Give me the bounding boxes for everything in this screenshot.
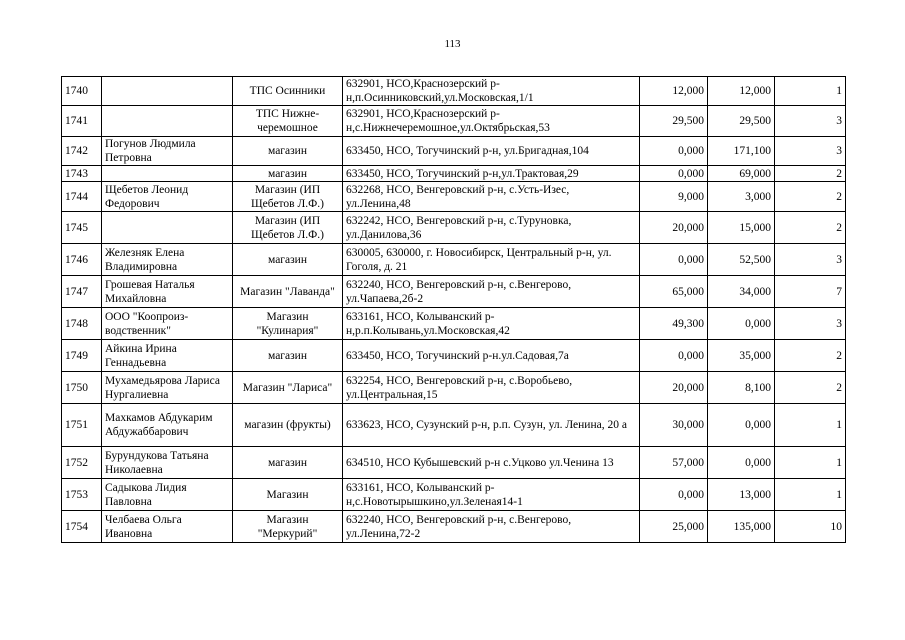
value-b: 35,000 bbox=[708, 340, 775, 372]
value-b: 12,000 bbox=[708, 77, 775, 106]
value-b: 0,000 bbox=[708, 308, 775, 340]
value-b: 15,000 bbox=[708, 212, 775, 244]
owner-name: Бурундукова Татьяна Николаевна bbox=[102, 447, 233, 479]
address: 632240, НСО, Венгеровский р-н, с.Венгерово, ул.Чапаева,2б-2 bbox=[343, 276, 640, 308]
row-number: 1745 bbox=[62, 212, 102, 244]
address: 633161, НСО, Колыванский р-н,р.п.Колывань,ул.Московская,42 bbox=[343, 308, 640, 340]
owner-name: Садыкова Лидия Павловна bbox=[102, 479, 233, 511]
row-number: 1751 bbox=[62, 404, 102, 447]
value-b: 34,000 bbox=[708, 276, 775, 308]
address: 630005, 630000, г. Новосибирск, Центральный р-н, ул. Гоголя, д. 21 bbox=[343, 244, 640, 276]
row-number: 1742 bbox=[62, 137, 102, 166]
address: 634510, НСО Кубышевский р-н с.Уцково ул.Ченина 13 bbox=[343, 447, 640, 479]
table-row bbox=[62, 447, 846, 479]
address: 632901, НСО,Краснозерский р-н,с.Нижнечеремошное,ул.Октябрьская,53 bbox=[343, 106, 640, 137]
value-c: 2 bbox=[775, 372, 846, 404]
value-b: 29,500 bbox=[708, 106, 775, 137]
row-number: 1748 bbox=[62, 308, 102, 340]
address: 632901, НСО,Краснозерский р-н,п.Осинниковский,ул.Московская,1/1 bbox=[343, 77, 640, 106]
owner-name: Айкина Ирина Геннадьевна bbox=[102, 340, 233, 372]
value-c: 2 bbox=[775, 182, 846, 212]
object-type: магазин bbox=[233, 244, 343, 276]
row-number: 1749 bbox=[62, 340, 102, 372]
value-b: 69,000 bbox=[708, 166, 775, 182]
value-c: 3 bbox=[775, 308, 846, 340]
row-number: 1743 bbox=[62, 166, 102, 182]
object-type: Магазин (ИП Щебетов Л.Ф.) bbox=[233, 182, 343, 212]
object-type: Магазин "Меркурий" bbox=[233, 511, 343, 543]
object-type: Магазин "Кулинария" bbox=[233, 308, 343, 340]
table-row bbox=[62, 137, 846, 166]
object-type: магазин bbox=[233, 340, 343, 372]
object-type: Магазин (ИП Щебетов Л.Ф.) bbox=[233, 212, 343, 244]
address: 632240, НСО, Венгеровский р-н, с.Венгерово, ул.Ленина,72-2 bbox=[343, 511, 640, 543]
table-row bbox=[62, 166, 846, 182]
value-a: 0,000 bbox=[640, 166, 708, 182]
owner-name: Щебетов Леонид Федорович bbox=[102, 182, 233, 212]
value-a: 65,000 bbox=[640, 276, 708, 308]
table-row bbox=[62, 404, 846, 447]
table-row bbox=[62, 77, 846, 106]
row-number: 1740 bbox=[62, 77, 102, 106]
object-type: ТПС Нижне-черемошное bbox=[233, 106, 343, 137]
table-row bbox=[62, 106, 846, 137]
address: 633450, НСО, Тогучинский р-н, ул.Бригадная,104 bbox=[343, 137, 640, 166]
value-b: 13,000 bbox=[708, 479, 775, 511]
address: 633450, НСО, Тогучинский р-н.ул.Садовая,7а bbox=[343, 340, 640, 372]
value-b: 171,100 bbox=[708, 137, 775, 166]
address: 633161, НСО, Колыванский р-н,с.Новотырышкино,ул.Зеленая14-1 bbox=[343, 479, 640, 511]
value-b: 52,500 bbox=[708, 244, 775, 276]
value-c: 3 bbox=[775, 244, 846, 276]
row-number: 1753 bbox=[62, 479, 102, 511]
address: 632268, НСО, Венгеровский р-н, с.Усть-Изес, ул.Ленина,48 bbox=[343, 182, 640, 212]
address: 632242, НСО, Венгеровский р-н, с.Туруновка, ул.Данилова,36 bbox=[343, 212, 640, 244]
page-number: 113 bbox=[444, 38, 461, 50]
owner-name bbox=[102, 166, 233, 182]
row-number: 1750 bbox=[62, 372, 102, 404]
registry-table bbox=[61, 76, 846, 543]
table-row bbox=[62, 244, 846, 276]
object-type: магазин bbox=[233, 137, 343, 166]
object-type: магазин (фрукты) bbox=[233, 404, 343, 447]
owner-name bbox=[102, 106, 233, 137]
owner-name: Мухамедьярова Лариса Нургалиевна bbox=[102, 372, 233, 404]
owner-name bbox=[102, 212, 233, 244]
owner-name: Железняк Елена Владимировна bbox=[102, 244, 233, 276]
value-c: 3 bbox=[775, 106, 846, 137]
owner-name: Махкамов Абдукарим Абдужаббарович bbox=[102, 404, 233, 447]
address: 633450, НСО, Тогучинский р-н,ул.Трактовая,29 bbox=[343, 166, 640, 182]
value-a: 0,000 bbox=[640, 340, 708, 372]
object-type: Магазин "Лаванда" bbox=[233, 276, 343, 308]
value-a: 49,300 bbox=[640, 308, 708, 340]
owner-name: Грошевая Наталья Михайловна bbox=[102, 276, 233, 308]
row-number: 1744 bbox=[62, 182, 102, 212]
table-row bbox=[62, 276, 846, 308]
value-b: 0,000 bbox=[708, 447, 775, 479]
object-type: магазин bbox=[233, 166, 343, 182]
value-c: 1 bbox=[775, 404, 846, 447]
row-number: 1746 bbox=[62, 244, 102, 276]
value-a: 9,000 bbox=[640, 182, 708, 212]
row-number: 1741 bbox=[62, 106, 102, 137]
value-c: 10 bbox=[775, 511, 846, 543]
value-a: 0,000 bbox=[640, 244, 708, 276]
value-a: 0,000 bbox=[640, 137, 708, 166]
row-number: 1747 bbox=[62, 276, 102, 308]
value-c: 1 bbox=[775, 479, 846, 511]
value-b: 3,000 bbox=[708, 182, 775, 212]
owner-name: Челбаева Ольга Ивановна bbox=[102, 511, 233, 543]
table-row bbox=[62, 182, 846, 212]
value-c: 3 bbox=[775, 137, 846, 166]
value-a: 20,000 bbox=[640, 212, 708, 244]
table-row bbox=[62, 511, 846, 543]
value-c: 2 bbox=[775, 212, 846, 244]
table-row bbox=[62, 372, 846, 404]
object-type: Магазин bbox=[233, 479, 343, 511]
address: 632254, НСО, Венгеровский р-н, с.Воробьево, ул.Центральная,15 bbox=[343, 372, 640, 404]
row-number: 1752 bbox=[62, 447, 102, 479]
object-type: магазин bbox=[233, 447, 343, 479]
value-a: 30,000 bbox=[640, 404, 708, 447]
value-a: 12,000 bbox=[640, 77, 708, 106]
value-c: 2 bbox=[775, 166, 846, 182]
value-a: 0,000 bbox=[640, 479, 708, 511]
value-b: 135,000 bbox=[708, 511, 775, 543]
value-b: 8,100 bbox=[708, 372, 775, 404]
table-row bbox=[62, 212, 846, 244]
value-a: 25,000 bbox=[640, 511, 708, 543]
table-row bbox=[62, 340, 846, 372]
value-c: 1 bbox=[775, 447, 846, 479]
owner-name: ООО "Коопроиз-водственник" bbox=[102, 308, 233, 340]
owner-name: Погунов Людмила Петровна bbox=[102, 137, 233, 166]
value-a: 29,500 bbox=[640, 106, 708, 137]
row-number: 1754 bbox=[62, 511, 102, 543]
object-type: Магазин "Лариса" bbox=[233, 372, 343, 404]
owner-name bbox=[102, 77, 233, 106]
value-a: 57,000 bbox=[640, 447, 708, 479]
value-a: 20,000 bbox=[640, 372, 708, 404]
address: 633623, НСО, Сузунский р-н, р.п. Сузун, ул. Ленина, 20 а bbox=[343, 404, 640, 447]
table-row bbox=[62, 308, 846, 340]
object-type: ТПС Осинники bbox=[233, 77, 343, 106]
value-c: 7 bbox=[775, 276, 846, 308]
value-b: 0,000 bbox=[708, 404, 775, 447]
value-c: 2 bbox=[775, 340, 846, 372]
value-c: 1 bbox=[775, 77, 846, 106]
table-row bbox=[62, 479, 846, 511]
